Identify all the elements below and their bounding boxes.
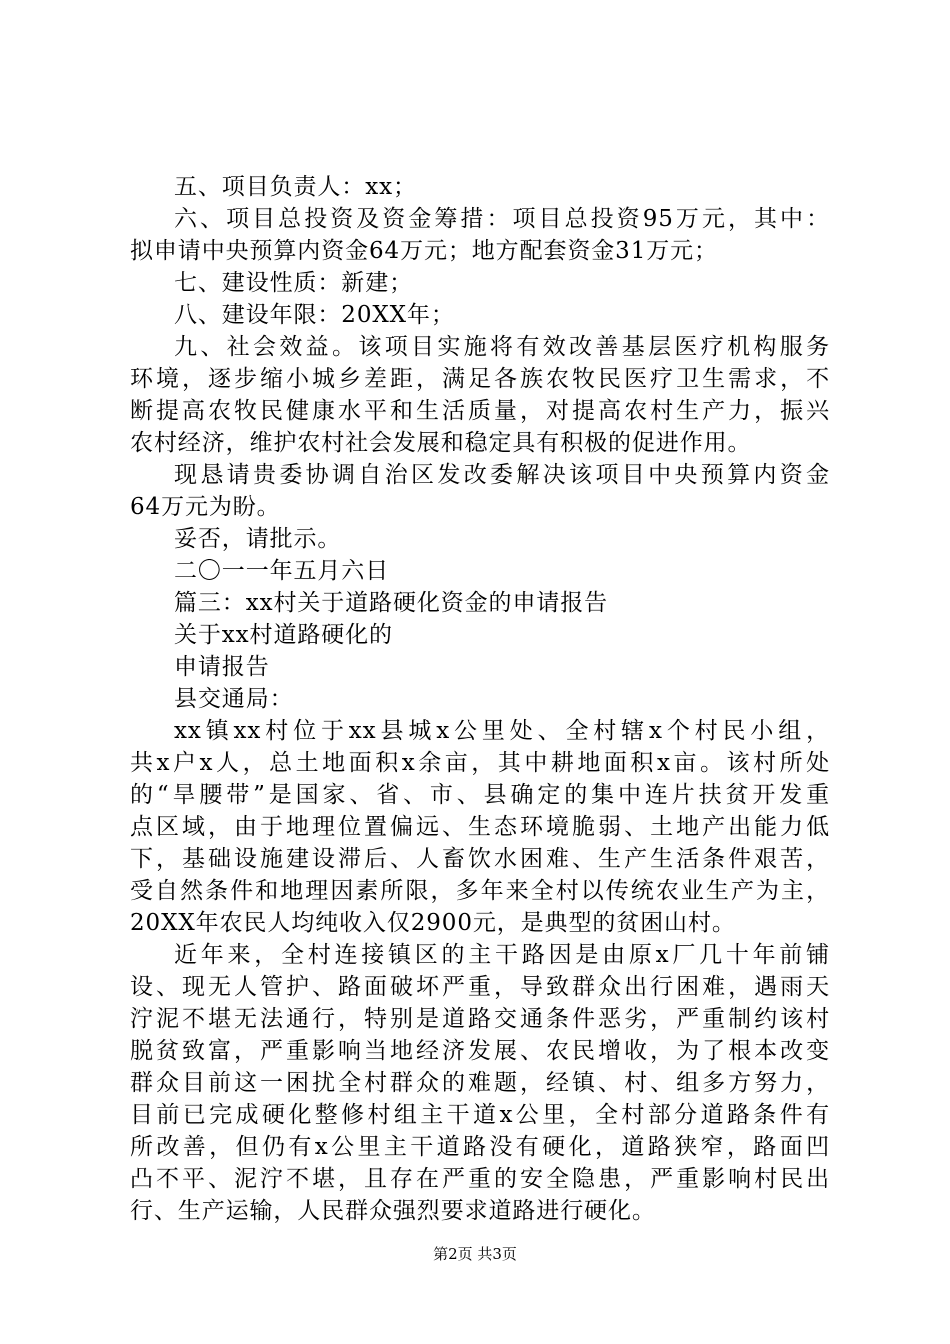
text-line: 64万元为盼。 bbox=[130, 494, 281, 520]
text-line: 篇三：xx村关于道路硬化资金的申请报告 bbox=[174, 590, 609, 616]
text-line: 点区域，由于地理位置偏远、生态环境脆弱、土地产出能力低 bbox=[130, 814, 830, 840]
text-line: 所改善，但仍有x公里主干道路没有硬化，道路狭窄，路面凹 bbox=[130, 1134, 830, 1160]
text-line: 脱贫致富，严重影响当地经济发展、农民增收，为了根本改变 bbox=[130, 1038, 830, 1064]
text-line: 申请报告 bbox=[174, 654, 270, 680]
text-line: 环境，逐步缩小城乡差距，满足各族农牧民医疗卫生需求，不 bbox=[130, 366, 830, 392]
text-line: 的“旱腰带”是国家、省、市、县确定的集中连片扶贫开发重 bbox=[130, 782, 830, 808]
page-footer: 第2页 共3页 bbox=[433, 1245, 517, 1263]
text-line: 二〇一一年五月六日 bbox=[174, 558, 390, 584]
text-line: 断提高农牧民健康水平和生活质量，对提高农村生产力，振兴 bbox=[130, 398, 830, 424]
text-line: 凸不平、泥泞不堪，且存在严重的安全隐患，严重影响村民出 bbox=[130, 1166, 830, 1192]
text-line: 目前已完成硬化整修村组主干道x公里，全村部分道路条件有 bbox=[130, 1102, 830, 1128]
text-line: 现恳请贵委协调自治区发改委解决该项目中央预算内资金 bbox=[174, 462, 830, 488]
text-line: 六、项目总投资及资金筹措：项目总投资95万元，其中： bbox=[174, 206, 830, 232]
text-line: 妥否，请批示。 bbox=[174, 526, 342, 552]
text-line: 县交通局： bbox=[174, 686, 294, 712]
text-line: 拟申请中央预算内资金64万元；地方配套资金31万元； bbox=[130, 238, 718, 264]
text-line: 群众目前这一困扰全村群众的难题，经镇、村、组多方努力， bbox=[130, 1070, 830, 1096]
text-line: 八、建设年限：20XX年； bbox=[174, 302, 455, 328]
text-line: 五、项目负责人：xx； bbox=[174, 174, 417, 200]
text-line: 下，基础设施建设滞后、人畜饮水困难、生产生活条件艰苦， bbox=[130, 846, 830, 872]
text-line: 设、现无人管护、路面破坏严重，导致群众出行困难，遇雨天 bbox=[130, 974, 830, 1000]
text-line: xx镇xx村位于xx县城x公里处、全村辖x个村民小组， bbox=[174, 718, 830, 744]
text-line: 20XX年农民人均纯收入仅2900元，是典型的贫困山村。 bbox=[130, 910, 736, 936]
text-line: 共x户x人，总土地面积x余亩，其中耕地面积x亩。该村所处 bbox=[130, 750, 830, 776]
text-line: 受自然条件和地理因素所限，多年来全村以传统农业生产为主， bbox=[130, 878, 830, 904]
text-line: 九、社会效益。该项目实施将有效改善基层医疗机构服务 bbox=[174, 334, 830, 360]
text-line: 关于xx村道路硬化的 bbox=[174, 622, 393, 648]
document-body bbox=[130, 171, 830, 1227]
text-line: 行、生产运输，人民群众强烈要求道路进行硬化。 bbox=[130, 1198, 656, 1224]
text-line: 农村经济，维护农村社会发展和稳定具有积极的促进作用。 bbox=[130, 430, 752, 456]
text-line: 近年来，全村连接镇区的主干路因是由原x厂几十年前铺 bbox=[174, 942, 830, 968]
text-line: 泞泥不堪无法通行，特别是道路交通条件恶劣，严重制约该村 bbox=[130, 1006, 830, 1032]
text-line: 七、建设性质：新建； bbox=[174, 270, 413, 296]
